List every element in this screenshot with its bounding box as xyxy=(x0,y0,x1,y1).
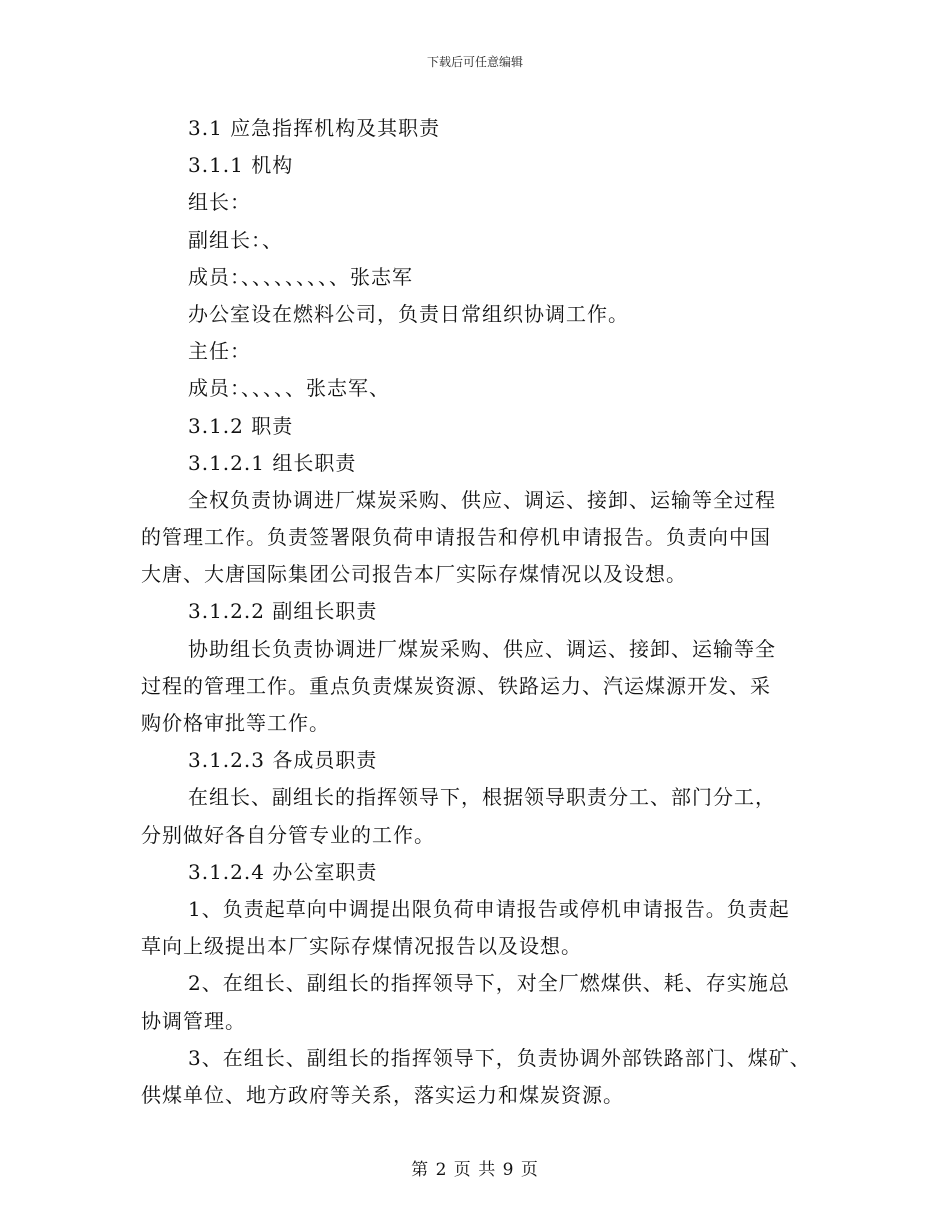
text-line: 办公室设在燃料公司，负责日常组织协调工作。 xyxy=(188,301,629,326)
text-line: 3、在组长、副组长的指挥领导下，负责协调外部铁路部门、煤矿、 xyxy=(188,1045,811,1070)
text-line: 协调管理。 xyxy=(141,1008,246,1033)
text-line: 过程的管理工作。重点负责煤炭资源、铁路运力、汽运煤源开发、采 xyxy=(141,673,771,698)
text-line: 全权负责协调进厂煤炭采购、供应、调运、接卸、运输等全过程 xyxy=(188,487,776,512)
text-line: 草向上级提出本厂实际存煤情况报告以及设想。 xyxy=(141,934,582,959)
text-line: 3.1 应急指挥机构及其职责 xyxy=(188,116,441,140)
text-line: 3.1.2.3 各成员职责 xyxy=(188,748,378,773)
text-line: 购价格审批等工作。 xyxy=(141,711,330,735)
text-line: 分别做好各自分管专业的工作。 xyxy=(141,822,435,847)
text-line: 组长： xyxy=(188,190,251,215)
page-header: 下载后可任意编辑 xyxy=(426,55,523,69)
text-line: 大唐、大唐国际集团公司报告本厂实际存煤情况以及设想。 xyxy=(141,562,687,587)
text-line: 副组长：、 xyxy=(188,227,283,252)
text-line: 在组长、副组长的指挥领导下，根据领导职责分工、部门分工， xyxy=(188,785,776,810)
text-line: 供煤单位、地方政府等关系，落实运力和煤炭资源。 xyxy=(141,1082,624,1107)
text-line: 2、在组长、副组长的指挥领导下，对全厂燃煤供、耗、存实施总 xyxy=(188,971,790,996)
text-line: 3.1.1 机构 xyxy=(188,153,294,178)
text-line: 3.1.2.4 办公室职责 xyxy=(188,859,378,884)
page-footer: 第 2 页 共 9 页 xyxy=(411,1160,539,1180)
text-line: 协助组长负责协调进厂煤炭采购、供应、调运、接卸、运输等全 xyxy=(188,636,776,661)
text-line: 3.1.2 职责 xyxy=(188,413,294,438)
text-line: 的管理工作。负责签署限负荷申请报告和停机申请报告。负责向中国 xyxy=(141,525,771,550)
text-line: 主任： xyxy=(188,339,251,364)
text-line: 3.1.2.2 副组长职责 xyxy=(188,599,378,624)
document-body xyxy=(141,110,841,1114)
text-line: 成员：、、、、、张志军、 xyxy=(188,376,390,401)
text-line: 成员：、、、、、、、、、张志军 xyxy=(188,264,413,289)
text-line: 3.1.2.1 组长职责 xyxy=(188,450,357,475)
text-line: 1、负责起草向中调提出限负荷申请报告或停机申请报告。负责起 xyxy=(188,896,790,921)
